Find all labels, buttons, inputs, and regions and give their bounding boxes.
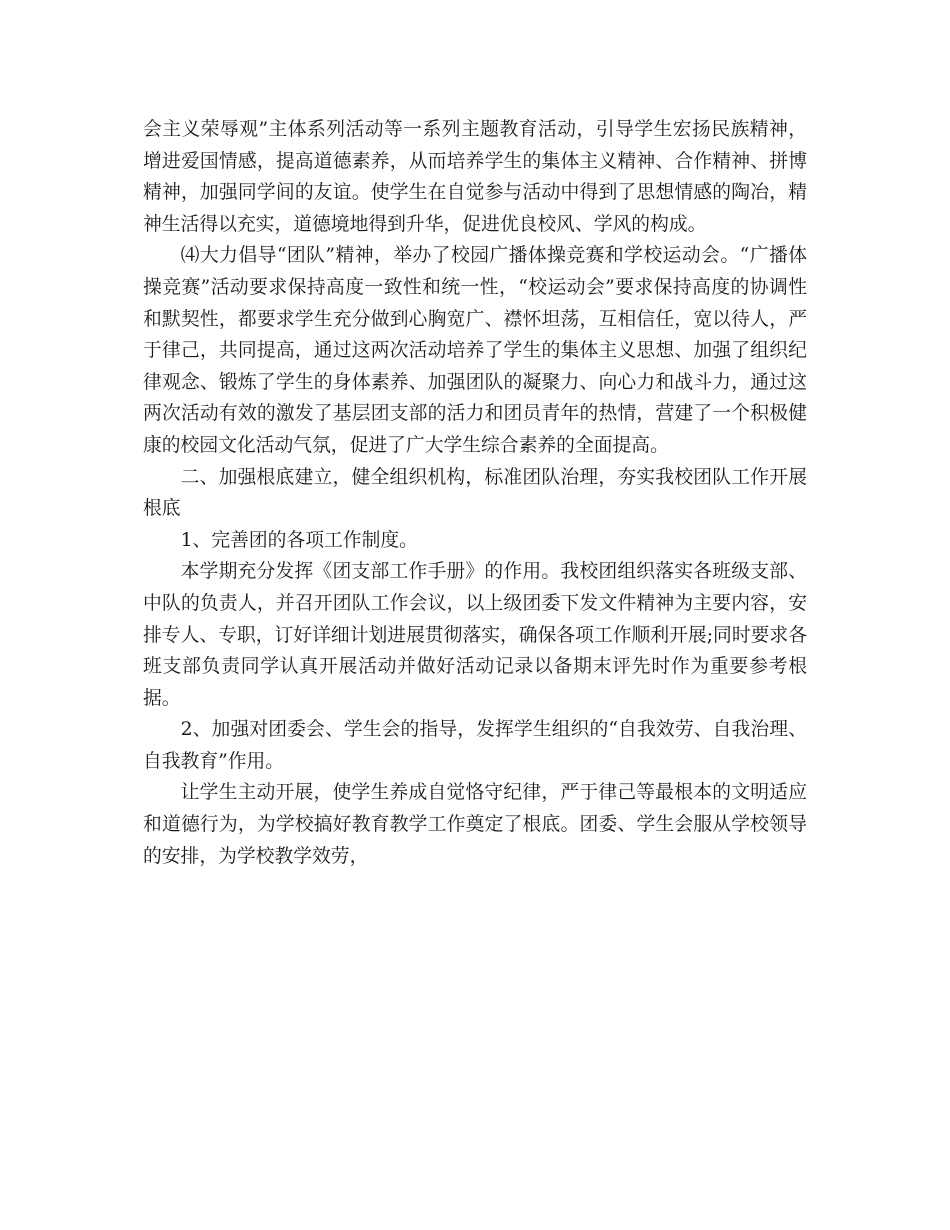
paragraph-continuation: 会主义荣辱观”主体系列活动等一系列主题教育活动，引导学生宏扬民族精神，增进爱国情感，提高道德素养，从而培养学生的集体主义精神、合作精神、拼博精神，加强同学间的友谊。使学生在自觉参与活动中得到了思想情感的陶冶，精神生活得以充实，道德境地得到升华，促进优良校风、学风的构成。 <box>143 119 807 235</box>
paragraph-handbook: 本学期充分发挥《团支部工作手册》的作用。我校团组织落实各班级支部、中队的负责人，并召开团队工作会议，以上级团委下发文件精神为主要内容，安排专人、专职，订好详细计划进展贯彻落实，确保各项工作顺利开展;同时要求各班支部负责同学认真开展活动并做好活动记录以备期末评先时作为重要参考根据。 <box>143 561 807 709</box>
body-text <box>143 114 807 872</box>
paragraph-student-development: 让学生主动开展，使学生养成自觉恪守纪律，严于律己等最根本的文明适应和道德行为，为学校搞好教育教学工作奠定了根底。团委、学生会服从学校领导的安排，为学校教学效劳， <box>143 782 807 867</box>
paragraph-team-spirit: ⑷大力倡导“团队”精神，举办了校园广播体操竞赛和学校运动会。“广播体操竞赛”活动要求保持高度一致性和统一性，“校运动会”要求保持高度的协调性和默契性，都要求学生充分做到心胸宽广、襟怀坦荡，互相信任，宽以待人，严于律己，共同提高，通过这两次活动培养了学生的集体主义思想、加强了组织纪律观念、锻炼了学生的身体素养、加强团队的凝聚力、向心力和战斗力，通过这两次活动有效的激发了基层团支部的活力和团员青年的热情，营建了一个积极健康的校园文化活动气氛，促进了广大学生综合素养的全面提高。 <box>143 245 807 456</box>
subheading-1: 1、完善团的各项工作制度。 <box>180 529 418 551</box>
section-heading-2: 二、加强根底建立，健全组织机构，标准团队治理，夯实我校团队工作开展根底 <box>143 466 807 520</box>
subheading-2: 2、加强对团委会、学生会的指导，发挥学生组织的“自我效劳、自我治理、自我教育”作用。 <box>143 719 807 772</box>
